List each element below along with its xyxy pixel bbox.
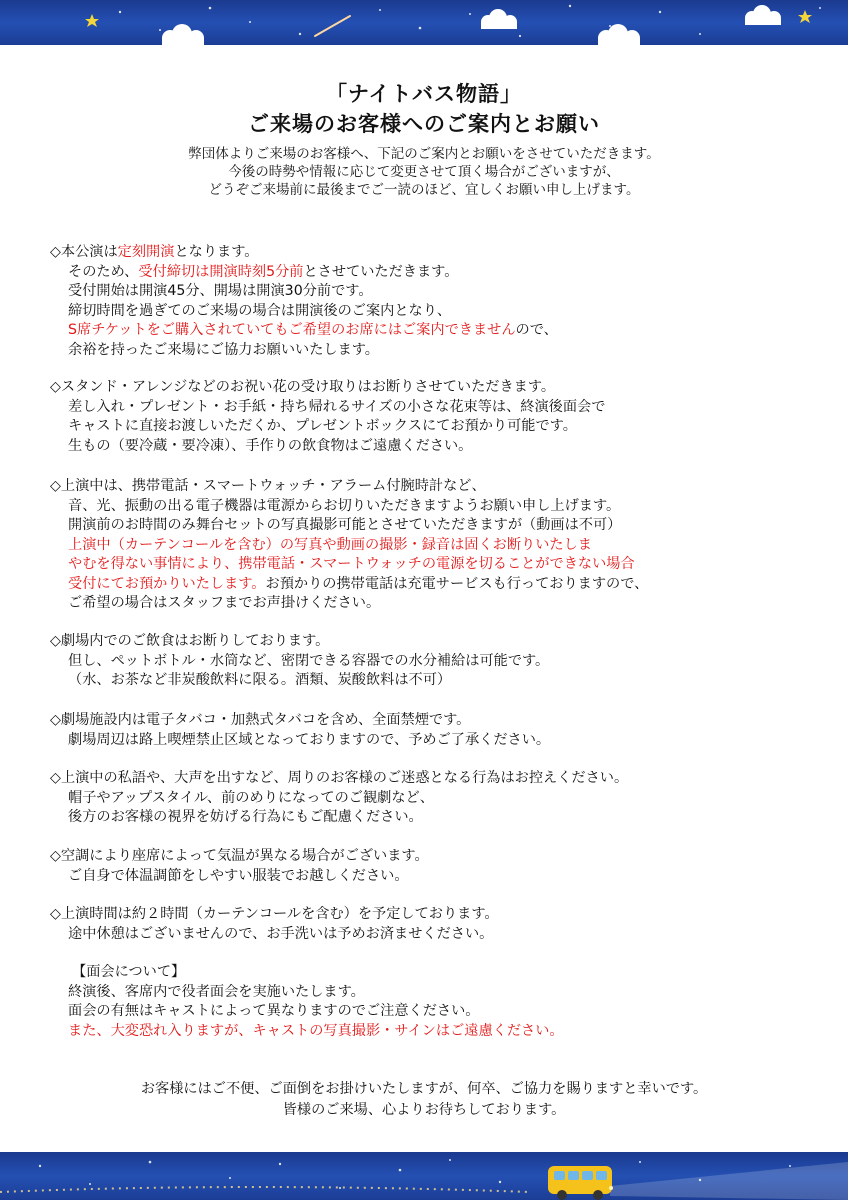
section-heading: 【面会について】 bbox=[72, 964, 186, 980]
body-text: 開演前のお時間のみ舞台セットの写真撮影可能とさせていただきますが（動画は不可） bbox=[68, 517, 622, 533]
night-bus-illustration bbox=[0, 1152, 848, 1200]
body-text: 余裕を持ったご来場にご協力お願いいたします。 bbox=[68, 341, 379, 358]
bus-icon bbox=[548, 1166, 613, 1200]
intro-line: 今後の時勢や情報に応じて変更させて頂く場合がございますが、 bbox=[228, 164, 620, 180]
notice-gifts bbox=[50, 378, 810, 456]
bullet-text: ◇空調により座席によって気温が異なる場合がございます。 bbox=[50, 848, 429, 864]
crescent-moon-icon bbox=[38, 6, 62, 36]
notice-running-time bbox=[50, 905, 810, 944]
emphasis-text: 受付にてお預かりいたします。 bbox=[68, 575, 266, 592]
bullet-text: ◇スタンド・アレンジなどのお祝い花の受け取りはお断りさせていただきます。 bbox=[50, 379, 556, 395]
bullet-text: ◇上演中は、携帯電話・スマートウォッチ・アラーム付腕時計など、 bbox=[50, 478, 486, 494]
intro-line: 弊団体よりご来場のお客様へ、下記のご案内とお願いをさせていただきます。 bbox=[188, 146, 660, 162]
body-text: キャストに直接お渡しいただくか、プレゼントボックスにてお預かり可能です。 bbox=[68, 418, 577, 434]
cloud-icon bbox=[745, 5, 781, 25]
body-text: 後方のお客様の視界を妨げる行為にもご配慮ください。 bbox=[68, 809, 423, 825]
body-text: 但し、ペットボトル・水筒など、密閉できる容器での水分補給は可能です。 bbox=[68, 652, 550, 669]
emphasis-text: 受付締切は開演時刻5分前 bbox=[138, 263, 304, 280]
cloud-icon bbox=[481, 9, 517, 29]
notice-devices bbox=[50, 477, 810, 614]
body-text: 面会の有無はキャストによって異なりますのでご注意ください。 bbox=[68, 1003, 480, 1019]
body-text: 受付開始は開演45分、開場は開演30分前です。 bbox=[68, 283, 373, 299]
notice-meet-and-greet bbox=[50, 963, 810, 1041]
night-sky-illustration bbox=[0, 0, 848, 45]
body-text: ご自身で体温調節をしやすい服装でお越しください。 bbox=[68, 867, 409, 884]
bullet-text: ◇劇場施設内は電子タバコ・加熱式タバコを含め、全面禁煙です。 bbox=[50, 712, 471, 728]
intro-line: どうぞご来場前に最後までご一読のほど、宜しくお願い申し上げます。 bbox=[208, 182, 640, 198]
body-text: ので、 bbox=[515, 322, 558, 338]
body-text: 生もの（要冷蔵・要冷凍）、手作りの飲食物はご遠慮ください。 bbox=[68, 437, 473, 454]
body-text: 劇場周辺は路上喫煙禁止区域となっておりますので、予めご了承ください。 bbox=[68, 731, 551, 748]
closing-line: 皆様のご来場、心よりお待ちしております。 bbox=[282, 1102, 566, 1118]
body-text: 終演後、客席内で役者面会を実施いたします。 bbox=[68, 983, 365, 1000]
page-title-subtitle: ご来場のお客様へのご案内とお願い bbox=[248, 112, 600, 136]
star-trail-icon bbox=[0, 1187, 530, 1192]
emphasis-text: 定刻開演 bbox=[117, 244, 175, 260]
body-text: 締切時間を過ぎてのご来場の場合は開演後のご案内となり、 bbox=[68, 302, 452, 319]
bullet-text: ◇上演中の私語や、大声を出すなど、周りのお客様のご迷惑となる行為はお控えください。 bbox=[50, 770, 629, 786]
cloud-icon bbox=[598, 24, 640, 45]
night-sky-footer-banner bbox=[0, 1152, 848, 1200]
shooting-star-icon bbox=[315, 16, 350, 36]
star-icon bbox=[798, 10, 812, 23]
bullet-text: ◇本公演は bbox=[50, 244, 118, 260]
body-text: 途中休憩はございませんので、お手洗いは予めお済ませください。 bbox=[68, 925, 494, 942]
body-text: お預かりの携帯電話は充電サービスも行っておりますので、 bbox=[265, 575, 649, 592]
body-text: （水、お茶など非炭酸飲料に限る。酒類、炭酸飲料は不可） bbox=[68, 672, 452, 688]
body-text: とさせていただきます。 bbox=[303, 263, 459, 280]
emphasis-text: やむを得ない事情により、携帯電話・スマートウォッチの電源を切ることができない場合 bbox=[68, 556, 635, 572]
emphasis-text: S席チケットをご購入されていてもご希望のお席にはご案内できません bbox=[68, 322, 516, 338]
body-text: ご希望の場合はスタッフまでお声掛けください。 bbox=[68, 595, 381, 611]
body-text: となります。 bbox=[174, 244, 259, 260]
closing-message bbox=[0, 1079, 848, 1121]
notice-start-time bbox=[50, 243, 810, 360]
bullet-text: ◇上演時間は約２時間（カーテンコールを含む）を予定しております。 bbox=[50, 906, 499, 922]
intro-paragraph bbox=[0, 145, 848, 199]
body-text: 差し入れ・プレゼント・お手紙・持ち帰れるサイズの小さな花束等は、終演後面会で bbox=[68, 398, 606, 415]
notice-manners bbox=[50, 769, 810, 828]
notice-smoking bbox=[50, 711, 810, 750]
body-text: 帽子やアップスタイル、前のめりになってのご観劇など、 bbox=[68, 789, 434, 806]
emphasis-text: また、大変恐れ入りますが、キャストの写真撮影・サインはご遠慮ください。 bbox=[68, 1022, 564, 1039]
star-icon bbox=[85, 14, 99, 27]
body-text: 音、光、振動の出る電子機器は電源からお切りいただきますようお願い申し上げます。 bbox=[68, 497, 621, 514]
headlight-beam-icon bbox=[610, 1162, 848, 1200]
body-text: そのため、 bbox=[68, 263, 139, 280]
emphasis-text: 上演中（カーテンコールを含む）の写真や動画の撮影・録音は固くお断りいたしま bbox=[68, 536, 592, 553]
cloud-icon bbox=[162, 24, 204, 45]
night-sky-header-banner bbox=[0, 0, 848, 45]
notice-food-drink bbox=[50, 632, 810, 691]
page-title-show-name: 「ナイトバス物語」 bbox=[325, 82, 523, 106]
notice-temperature bbox=[50, 847, 810, 886]
bullet-text: ◇劇場内でのご飲食はお断りしております。 bbox=[50, 633, 330, 649]
closing-line: お客様にはご不便、ご面倒をお掛けいたしますが、何卒、ご協力を賜りますと幸いです。 bbox=[140, 1081, 708, 1097]
